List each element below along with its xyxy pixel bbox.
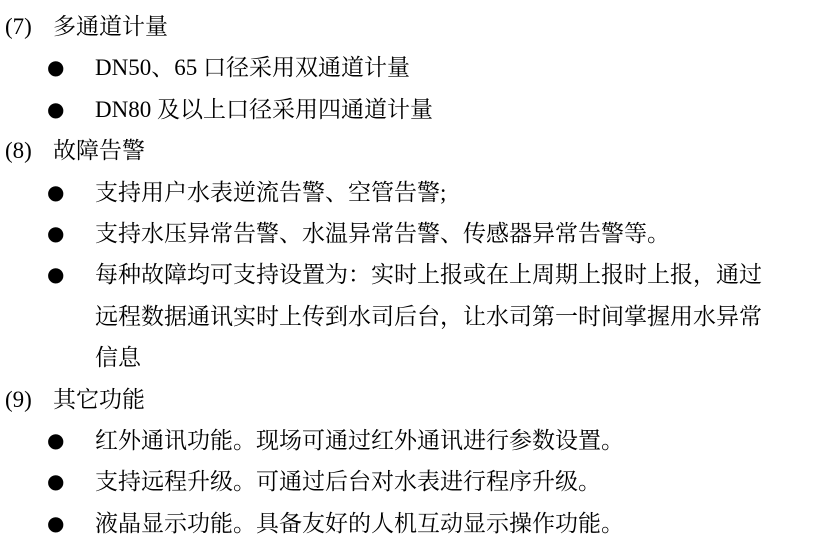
bullet-icon: ● xyxy=(47,510,65,535)
bullet-icon: ● xyxy=(47,179,65,204)
section-number: (9) xyxy=(5,386,32,412)
bullet-icon: ● xyxy=(47,96,65,121)
section-heading xyxy=(0,379,821,420)
section-heading xyxy=(0,6,821,47)
bullet-item-continuation xyxy=(0,337,821,378)
section-number: (7) xyxy=(5,14,32,39)
bullet-item xyxy=(0,213,821,254)
bullet-item-text: 每种故障均可支持设置为：实时上报或在上周期上报时上报，通过 xyxy=(95,262,762,288)
bullet-icon: ● xyxy=(47,262,65,287)
bullet-item-text: 支持用户水表逆流告警、空管告警; xyxy=(95,179,447,205)
bullet-item-text: 支持远程升级。可通过后台对水表进行程序升级。 xyxy=(95,469,601,495)
document-body xyxy=(0,6,821,544)
bullet-item xyxy=(0,47,821,88)
section-title: 故障告警 xyxy=(53,138,145,164)
bullet-item xyxy=(0,461,821,502)
section-heading xyxy=(0,130,821,171)
bullet-item-text: 远程数据通讯实时上传到水司后台，让水司第一时间掌握用水异常 xyxy=(95,303,762,329)
bullet-item-text: 信息 xyxy=(95,345,141,371)
bullet-item-continuation xyxy=(0,296,821,337)
bullet-item-text: DN50、65 口径采用双通道计量 xyxy=(95,55,410,81)
bullet-item xyxy=(0,172,821,213)
bullet-item-text: DN80 及以上口径采用四通道计量 xyxy=(95,96,433,122)
bullet-icon: ● xyxy=(47,220,65,245)
section-number: (8) xyxy=(5,138,32,164)
bullet-item-text: 液晶显示功能。具备友好的人机互动显示操作功能。 xyxy=(95,510,624,536)
bullet-item xyxy=(0,420,821,461)
section-title: 多通道计量 xyxy=(53,14,168,39)
section-title: 其它功能 xyxy=(53,386,145,412)
bullet-icon: ● xyxy=(47,469,65,494)
bullet-item xyxy=(0,503,821,544)
bullet-item xyxy=(0,254,821,295)
bullet-item xyxy=(0,89,821,130)
bullet-item-text: 支持水压异常告警、水温异常告警、传感器异常告警等。 xyxy=(95,220,670,246)
bullet-icon: ● xyxy=(47,427,65,452)
bullet-item-text: 红外通讯功能。现场可通过红外通讯进行参数设置。 xyxy=(95,427,624,453)
bullet-icon: ● xyxy=(47,55,65,80)
